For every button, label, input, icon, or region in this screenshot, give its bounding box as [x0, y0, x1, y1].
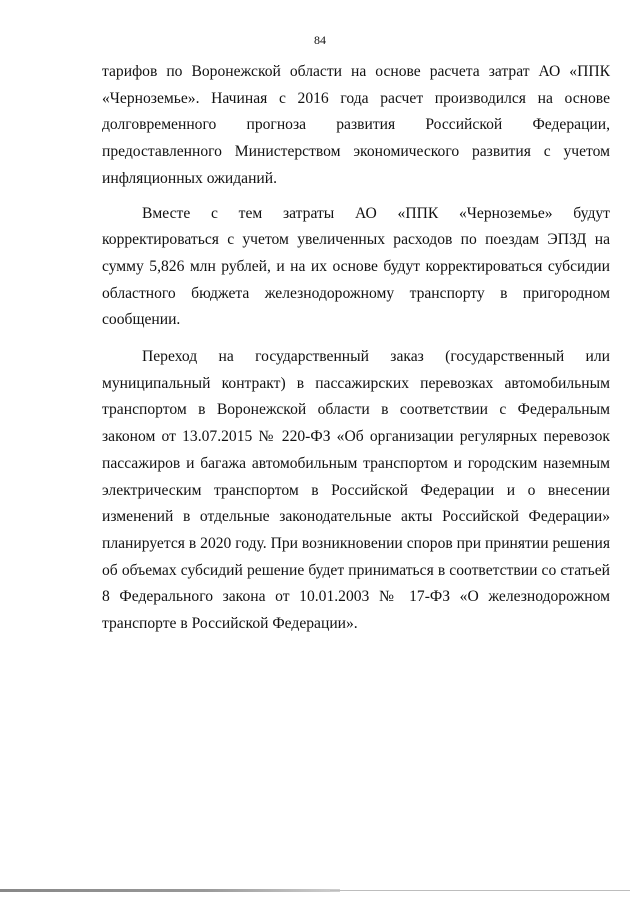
- scan-edge-line-faint: [330, 890, 630, 891]
- document-body: [102, 59, 610, 638]
- page-number: 84: [314, 33, 326, 47]
- paragraph-2: Вместе с тем затраты АО «ППК «Черноземье» будут корректироваться с учетом увеличенных расходов по поездам ЭПЗД на сумму 5,826 млн рублей, и на их основе будут корректироваться субсидии областного бюджета железнодорожному транспорту в пригородном сообщении.: [102, 204, 610, 329]
- paragraph-1: тарифов по Воронежской области на основе расчета затрат АО «ППК «Черноземье». Начиная с 2016 года расчет производился на основе долговременного прогноза развития Российской Федерации, предоставленного Министерством экономического развития с учетом инфляционных ожиданий.: [102, 63, 610, 187]
- paragraph-3: Переход на государственный заказ (государственный или муниципальный контракт) в пассажирских перевозках автомобильным транспортом в Воронежской области в соответствии с Федеральным законом от 13.07.2015 № 220-ФЗ «Об организации регулярных перевозок пассажиров и багажа автомобильным транспортом и городским наземным электрическим транспортом в Российской Федерации и о внесении изменений в отдельные законодательные акты Российской Федерации» планируется в 2020 году. При возникновении споров при принятии решения об объемах субсидий решение будет приниматься в соответствии со статьей 8 Федерального закона от 10.01.2003 № 17-ФЗ «О железнодорожном транспорте в Российской Федерации».: [102, 348, 610, 633]
- scan-edge-line: [0, 889, 340, 892]
